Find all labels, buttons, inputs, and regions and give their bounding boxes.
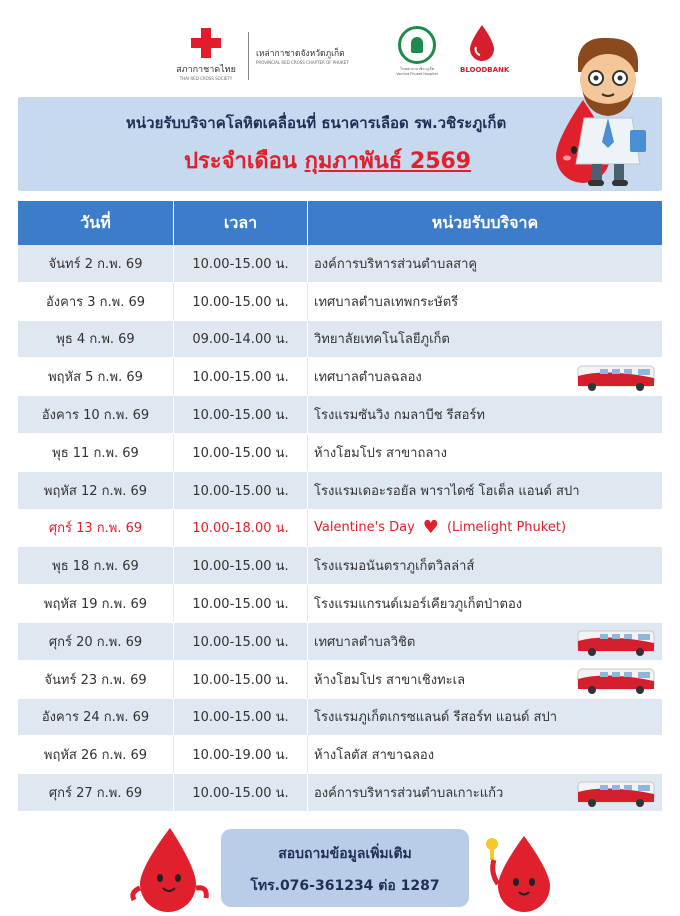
row-time: 10.00-15.00 น. [174, 699, 308, 736]
table-row [18, 245, 662, 283]
row-location-text: องค์การบริหารส่วนตำบลเกาะแก้ว [314, 786, 504, 802]
row-date: อังคาร 24 ก.พ. 69 [18, 699, 174, 736]
table-row [18, 699, 662, 737]
row-location [308, 472, 662, 509]
table-row [18, 510, 662, 548]
row-date: จันทร์ 23 ก.พ. 69 [18, 661, 174, 698]
red-cross-name-en: THAI RED CROSS SOCIETY [179, 76, 233, 81]
row-time: 10.00-15.00 น. [174, 283, 308, 320]
heart-icon: ♥ [422, 516, 439, 538]
table-row [18, 547, 662, 585]
row-date: อังคาร 3 ก.พ. 69 [18, 283, 174, 320]
row-time: 10.00-15.00 น. [174, 358, 308, 395]
hospital-logo-icon [398, 26, 436, 64]
row-time: 09.00-14.00 น. [174, 321, 308, 358]
header-time: เวลา [174, 201, 308, 245]
subtitle-month: กุมภาพันธ์ 2569 [304, 149, 472, 174]
row-location [308, 547, 662, 584]
table-row [18, 434, 662, 472]
logo-divider [248, 32, 249, 80]
row-location [308, 434, 662, 471]
row-location-text: โรงแรมเดอะรอยัล พาราไดซ์ โฮเต็ล แอนด์ สปา [314, 483, 580, 499]
row-location-text: Valentine's Day [314, 520, 415, 536]
table-row [18, 736, 662, 774]
row-date: ศุกร์ 27 ก.พ. 69 [18, 774, 174, 811]
table-row [18, 661, 662, 699]
row-location-text: โรงแรมแกรนด์เมอร์เคียวภูเก็ตป่าตอง [314, 597, 523, 613]
provincial-chapter-name-en: PROVINCIAL RED CROSS CHAPTER OF PHUKET [256, 60, 349, 65]
hospital-name: โรงพยาบาลวชิระภูเก็ต [399, 67, 435, 71]
row-location [308, 585, 662, 622]
contact-box [221, 829, 469, 907]
row-location [308, 736, 662, 773]
row-date: พฤหัส 12 ก.พ. 69 [18, 472, 174, 509]
header-location: หน่วยรับบริจาค [431, 213, 539, 232]
row-time: 10.00-15.00 น. [174, 434, 308, 471]
red-cross-icon [191, 28, 221, 58]
hospital-name-en: Vachira Phuket Hospital [396, 72, 438, 76]
row-time: 10.00-19.00 น. [174, 736, 308, 773]
row-location-text: องค์การบริหารส่วนตำบลสาคู [314, 256, 478, 272]
blood-drop-mascot-left-icon [130, 826, 210, 912]
bloodbank-logo [460, 24, 510, 74]
row-location-text: ห้างโฮมโปร สาขาเชิงทะเล [314, 672, 466, 688]
bloodbank-text: BLOODBANK [460, 66, 510, 74]
mobile-blood-bus-icon [576, 362, 658, 392]
row-time: 10.00-15.00 น. [174, 661, 308, 698]
row-time: 10.00-15.00 น. [174, 547, 308, 584]
row-location [308, 283, 662, 320]
row-time: 10.00-15.00 น. [174, 472, 308, 509]
mobile-blood-bus-icon [576, 778, 658, 808]
row-time: 10.00-15.00 น. [174, 245, 308, 282]
header-date: วันที่ [18, 201, 174, 245]
provincial-chapter-logo [256, 46, 349, 65]
row-location-text: เทศบาลตำบลวิชิต [314, 634, 416, 650]
blood-drop-icon [467, 24, 497, 62]
mobile-blood-bus-icon [576, 665, 658, 695]
row-date: พฤหัส 5 ก.พ. 69 [18, 358, 174, 395]
row-location-extra: (Limelight Phuket) [446, 520, 567, 536]
table-row [18, 358, 662, 396]
row-date: พุธ 4 ก.พ. 69 [18, 321, 174, 358]
row-date: พุธ 11 ก.พ. 69 [18, 434, 174, 471]
row-time: 10.00-15.00 น. [174, 774, 308, 811]
row-location-text: ห้างโฮมโปร สาขาถลาง [314, 445, 447, 461]
row-time: 10.00-15.00 น. [174, 623, 308, 660]
row-location [308, 510, 662, 547]
row-location-text: โรงแรมภูเก็ตเกรซแลนด์ รีสอร์ท แอนด์ สปา [314, 710, 558, 726]
contact-phone[interactable]: โทร.076-361234 ต่อ 1287 [250, 878, 440, 894]
hospital-logo [392, 26, 442, 76]
table-row [18, 283, 662, 321]
blood-drop-mascot-right-icon [482, 832, 558, 912]
page-subtitle [184, 143, 471, 178]
row-location [308, 396, 662, 433]
table-row [18, 321, 662, 359]
doctor-mascot-icon [546, 32, 666, 192]
row-date: พฤหัส 19 ก.พ. 69 [18, 585, 174, 622]
red-cross-name: สภากาชาดไทย [176, 65, 236, 75]
mobile-blood-bus-icon [576, 627, 658, 657]
row-date: พฤหัส 26 ก.พ. 69 [18, 736, 174, 773]
row-location-text: ห้างโลตัส สาขาฉลอง [314, 748, 435, 764]
row-location [308, 321, 662, 358]
table-body [18, 245, 662, 812]
row-time: 10.00-15.00 น. [174, 396, 308, 433]
row-time: 10.00-18.00 น. [174, 510, 308, 547]
row-location-text: เทศบาลตำบลฉลอง [314, 370, 422, 386]
contact-heading: สอบถามข้อมูลเพิ่มเติม [278, 846, 412, 862]
table-header [18, 201, 662, 245]
page-title: หน่วยรับบริจาคโลหิตเคลื่อนที่ ธนาคารเลือด รพ.วชิระภูเก็ต [126, 114, 507, 132]
row-date: ศุกร์ 13 ก.พ. 69 [18, 510, 174, 547]
provincial-chapter-name: เหล่ากาชาดจังหวัดภูเก็ต [256, 49, 345, 59]
row-time: 10.00-15.00 น. [174, 585, 308, 622]
row-date: ศุกร์ 20 ก.พ. 69 [18, 623, 174, 660]
subtitle-prefix: ประจำเดือน [184, 149, 297, 174]
row-location-text: โรงแรมอนันตราภูเก็ตวิลล่าส์ [314, 559, 475, 575]
table-row [18, 774, 662, 812]
row-location [308, 699, 662, 736]
row-location-text: วิทยาลัยเทคโนโลยีภูเก็ต [314, 332, 450, 348]
table-row [18, 396, 662, 434]
row-location-text: เทศบาลตำบลเทพกระษัตรี [314, 294, 459, 310]
table-row [18, 585, 662, 623]
row-date: จันทร์ 2 ก.พ. 69 [18, 245, 174, 282]
row-location-text: โรงแรมซันวิง กมลาบีช รีสอร์ท [314, 408, 485, 424]
header-logos [170, 24, 510, 84]
row-location [308, 245, 662, 282]
table-row [18, 623, 662, 661]
table-row [18, 472, 662, 510]
row-date: อังคาร 10 ก.พ. 69 [18, 396, 174, 433]
row-date: พุธ 18 ก.พ. 69 [18, 547, 174, 584]
red-cross-logo [170, 28, 242, 81]
schedule-table [18, 201, 662, 812]
